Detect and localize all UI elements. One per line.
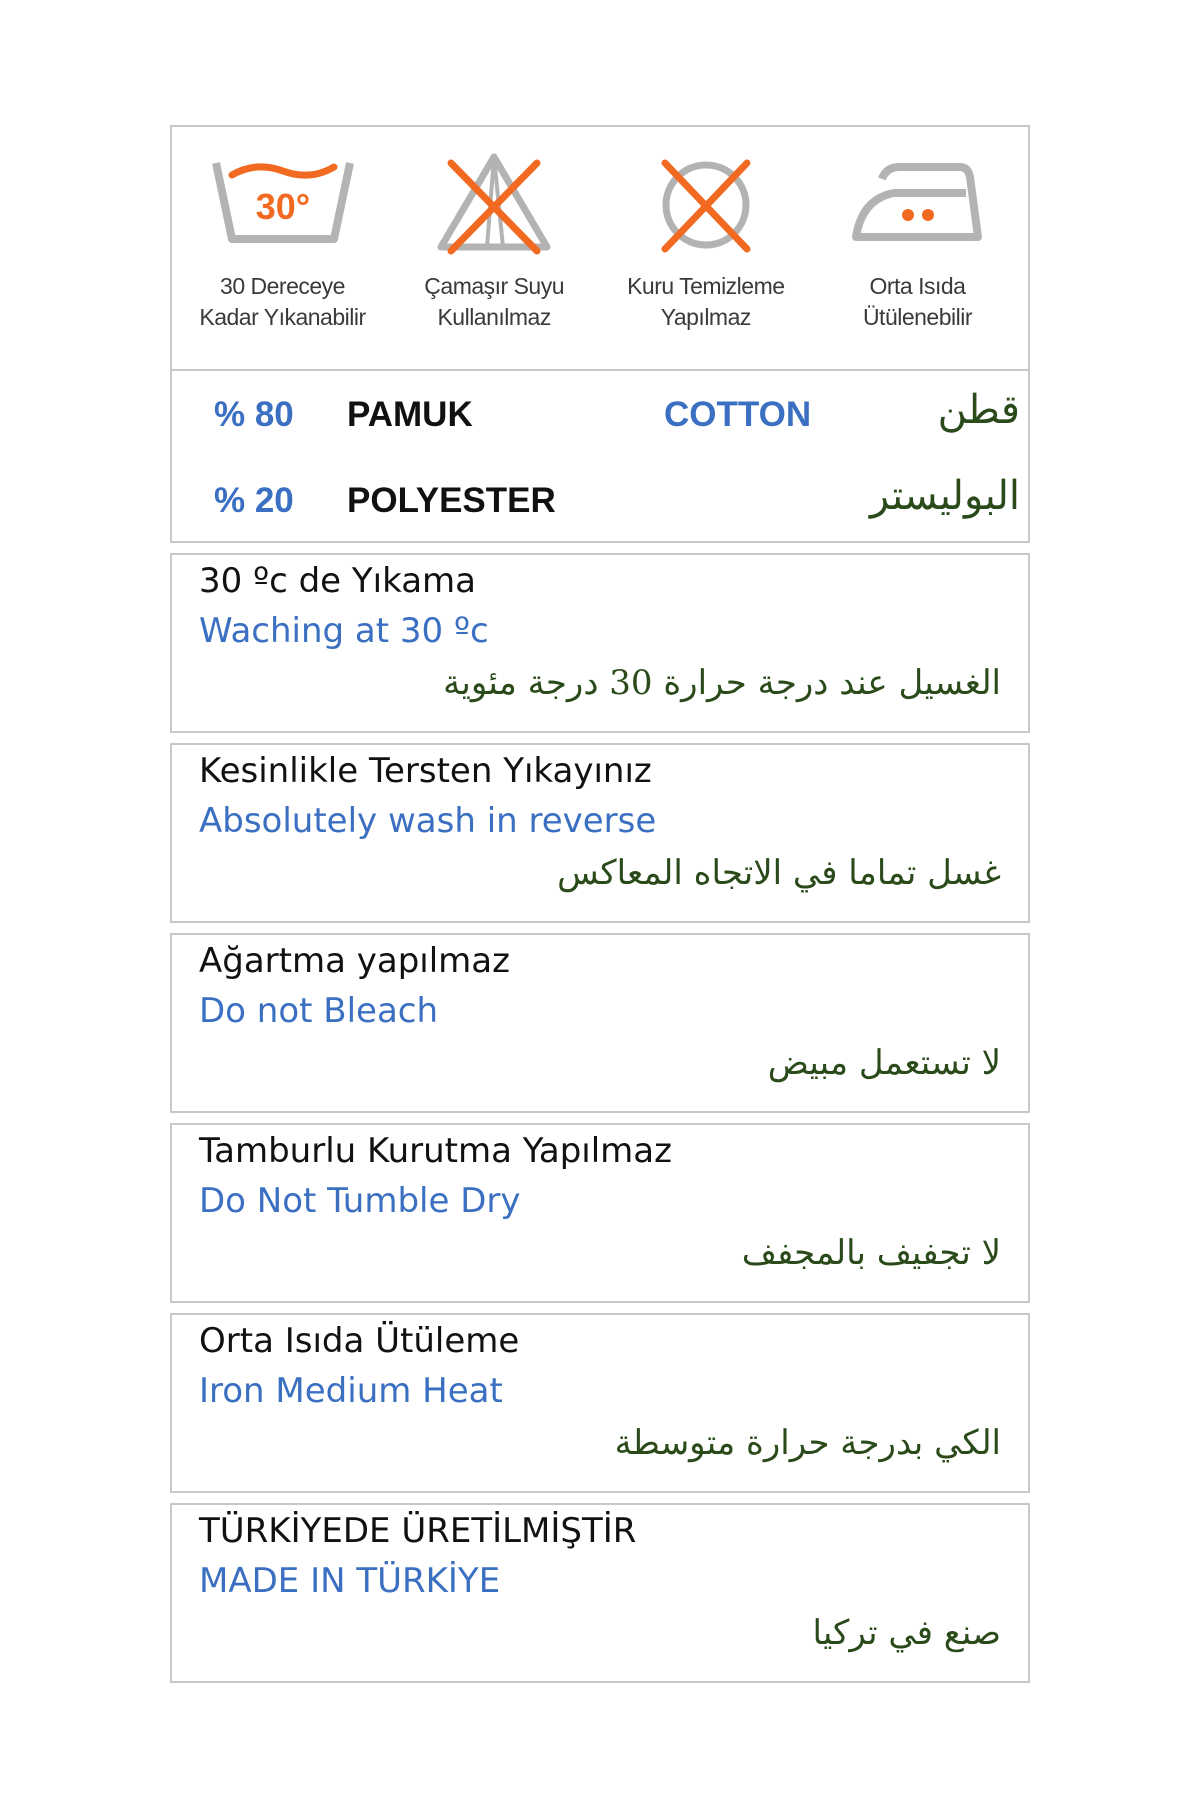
care-text-wash [199,271,365,333]
composition-material-ar: البوليستر [869,473,1020,519]
care-text-wash-line2: Kadar Yıkanabilir [199,304,366,330]
care-text-iron [863,271,972,333]
care-item-no-bleach [392,127,597,369]
instruction-text-en: Iron Medium Heat [199,1371,503,1411]
composition-material-tr: PAMUK [347,395,473,434]
care-text-no-dry-clean-line1: Kuru Temizleme [627,273,785,299]
instruction-text-en: Do not Bleach [199,991,439,1031]
composition-percent: % 20 [214,481,294,520]
instruction-box-wash-reverse [170,743,1030,923]
instruction-box-wash-temperature [170,553,1030,733]
instruction-text-en: Waching at 30 ºc [199,611,489,651]
wash-30-icon [208,149,358,259]
instruction-text-en: Do Not Tumble Dry [199,1181,521,1221]
composition-row [172,385,1028,445]
instruction-text-ar: الكي بدرجة حرارة متوسطة [614,1423,1001,1463]
instruction-text-tr: TÜRKİYEDE ÜRETİLMİŞTİR [199,1511,637,1551]
composition-material-ar: قطن [937,387,1020,433]
instruction-box-origin [170,1503,1030,1683]
instruction-box-no-bleach [170,933,1030,1113]
composition-row [172,471,1028,531]
care-text-no-bleach [424,271,564,333]
instruction-text-tr: Orta Isıda Ütüleme [199,1321,520,1361]
instruction-text-tr: 30 ºc de Yıkama [199,561,476,601]
care-text-no-bleach-line1: Çamaşır Suyu [424,273,565,299]
instruction-text-ar: لا تجفيف بالمجفف [741,1233,1001,1273]
instruction-text-ar: صنع في تركيا [812,1613,1001,1653]
composition-material-tr: POLYESTER [347,481,556,520]
iron-medium-icon [842,149,992,259]
care-text-no-dry-clean [627,271,784,333]
instruction-box-no-tumble-dry [170,1123,1030,1303]
composition-panel [170,369,1030,543]
instruction-text-tr: Tamburlu Kurutma Yapılmaz [199,1131,672,1171]
care-text-no-bleach-line2: Kullanılmaz [437,304,551,330]
care-item-wash [180,127,385,369]
instruction-text-tr: Ağartma yapılmaz [199,941,510,981]
composition-percent: % 80 [214,395,294,434]
care-text-wash-line1: 30 Dereceye [220,273,345,299]
instruction-text-ar: لا تستعمل مبيض [767,1043,1001,1083]
care-symbols-panel [170,125,1030,369]
instruction-text-tr: Kesinlikle Tersten Yıkayınız [199,751,652,791]
care-item-iron [815,127,1020,369]
instruction-text-en: Absolutely wash in reverse [199,801,657,841]
care-label [170,125,1030,1683]
no-bleach-icon [419,149,569,259]
composition-material-en: COTTON [664,395,812,434]
instruction-box-iron [170,1313,1030,1493]
instruction-text-en: MADE IN TÜRKİYE [199,1561,501,1601]
instruction-text-ar: الغسيل عند درجة حرارة 30 درجة مئوية [443,663,1001,703]
instruction-text-ar: غسل تماما في الاتجاه المعاكس [557,853,1001,893]
care-text-no-dry-clean-line2: Yapılmaz [660,304,751,330]
care-text-iron-line1: Orta Isıda [869,273,966,299]
wash-temperature: 30° [255,186,310,227]
care-text-iron-line2: Ütülenebilir [862,304,972,330]
no-dry-clean-icon [631,149,781,259]
care-item-no-dry-clean [603,127,808,369]
